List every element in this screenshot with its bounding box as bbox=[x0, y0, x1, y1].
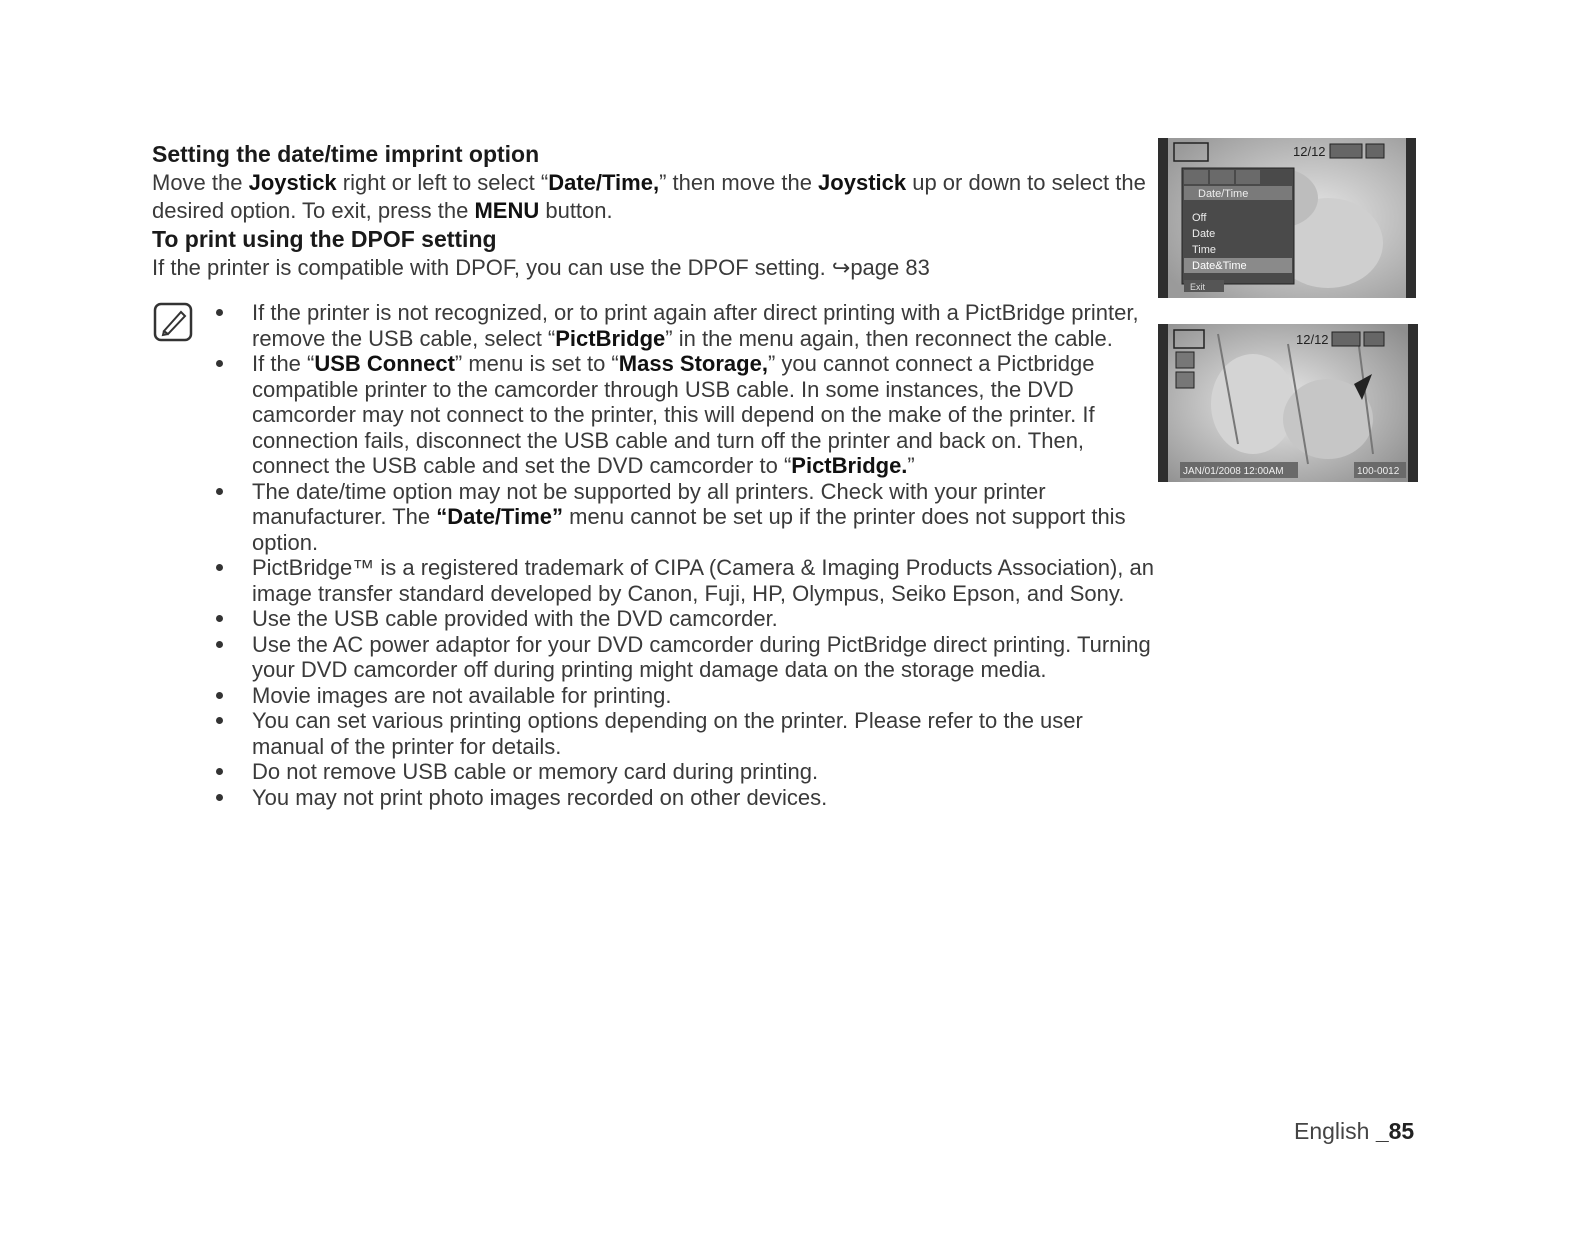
bullet-icon bbox=[216, 309, 223, 316]
menu-option-datetime: Date&Time bbox=[1192, 260, 1247, 272]
note-item: The date/time option may not be supported by all printers. Check with your printer manufacturer. The “Date/Time” menu cannot be set up if the printer does not support this option. bbox=[216, 479, 1156, 556]
photo-file-number: 100-0012 bbox=[1357, 466, 1400, 477]
bullet-icon bbox=[216, 641, 223, 648]
note-item: If the “USB Connect” menu is set to “Mass Storage,” you cannot connect a Pictbridge compatible printer to the camcorder through USB cable. In some instances, the DVD camcorder may not connect to the printer, this will depend on the make of the printer. If connection fails, disconnect the USB cable and turn off the printer and back on. Then, connect the USB cable and set the DVD camcorder to “PictBridge.” bbox=[216, 351, 1156, 479]
menu-option-time: Time bbox=[1192, 244, 1217, 256]
bullet-icon bbox=[216, 717, 223, 724]
page-ref-arrow-icon: ↪ bbox=[831, 255, 851, 280]
bullet-icon bbox=[216, 768, 223, 775]
note-item: Use the USB cable provided with the DVD camcorder. bbox=[216, 606, 1156, 632]
note-item: Use the AC power adaptor for your DVD camcorder during PictBridge direct printing. Turning your DVD camcorder off during printing might damage data on the storage media. bbox=[216, 632, 1156, 683]
note-item: PictBridge™ is a registered trademark of CIPA (Camera & Imaging Products Association), an image transfer standard developed by Canon, Fuji, HP, Olympus, Seiko Epson, and Sony. bbox=[216, 555, 1156, 606]
dpof-body: If the printer is compatible with DPOF, you can use the DPOF setting. ↪page 83 bbox=[152, 255, 930, 280]
menu-title: Date/Time bbox=[1198, 188, 1249, 200]
bullet-icon bbox=[216, 615, 223, 622]
page-number: _85 bbox=[1375, 1118, 1415, 1144]
menu-exit-label: Exit bbox=[1190, 282, 1206, 292]
bullet-icon bbox=[216, 488, 223, 495]
menu-screen-counter: 12/12 bbox=[1293, 144, 1326, 159]
note-item: You can set various printing options depending on the printer. Please refer to the user manual of the printer for details. bbox=[216, 708, 1156, 759]
dpof-heading: To print using the DPOF setting bbox=[152, 226, 497, 252]
main-text bbox=[152, 140, 1152, 282]
note-item: Do not remove USB cable or memory card during printing. bbox=[216, 759, 1156, 785]
note-item: You may not print photo images recorded on other devices. bbox=[216, 785, 1156, 811]
note-item: If the printer is not recognized, or to print again after direct printing with a PictBridge printer, remove the USB cable, select “PictBridge” in the menu again, then reconnect the cable. bbox=[216, 300, 1156, 351]
photo-screen-image bbox=[1158, 324, 1418, 482]
menu-screen-image bbox=[1158, 138, 1416, 298]
page-reference: page 83 bbox=[850, 255, 930, 280]
bullet-icon bbox=[216, 794, 223, 801]
datetime-body: Move the Joystick right or left to select “Date/Time,” then move the Joystick up or down to select the desired option. To exit, press the MENU button. bbox=[152, 170, 1146, 223]
notes-list bbox=[216, 300, 1156, 810]
note-pencil-icon bbox=[152, 300, 196, 344]
bullet-icon bbox=[216, 360, 223, 367]
note-item: Movie images are not available for printing. bbox=[216, 683, 1156, 709]
photo-timestamp: JAN/01/2008 12:00AM bbox=[1183, 466, 1284, 477]
page-footer bbox=[1294, 1118, 1414, 1145]
bullet-icon bbox=[216, 564, 223, 571]
bullet-icon bbox=[216, 692, 223, 699]
menu-option-off: Off bbox=[1192, 212, 1207, 224]
photo-screen-counter: 12/12 bbox=[1296, 332, 1329, 347]
footer-language: English bbox=[1294, 1118, 1370, 1144]
datetime-heading: Setting the date/time imprint option bbox=[152, 141, 540, 167]
menu-screen-drawing bbox=[1158, 138, 1416, 298]
menu-option-date: Date bbox=[1192, 228, 1216, 240]
photo-screen-drawing bbox=[1158, 324, 1418, 482]
